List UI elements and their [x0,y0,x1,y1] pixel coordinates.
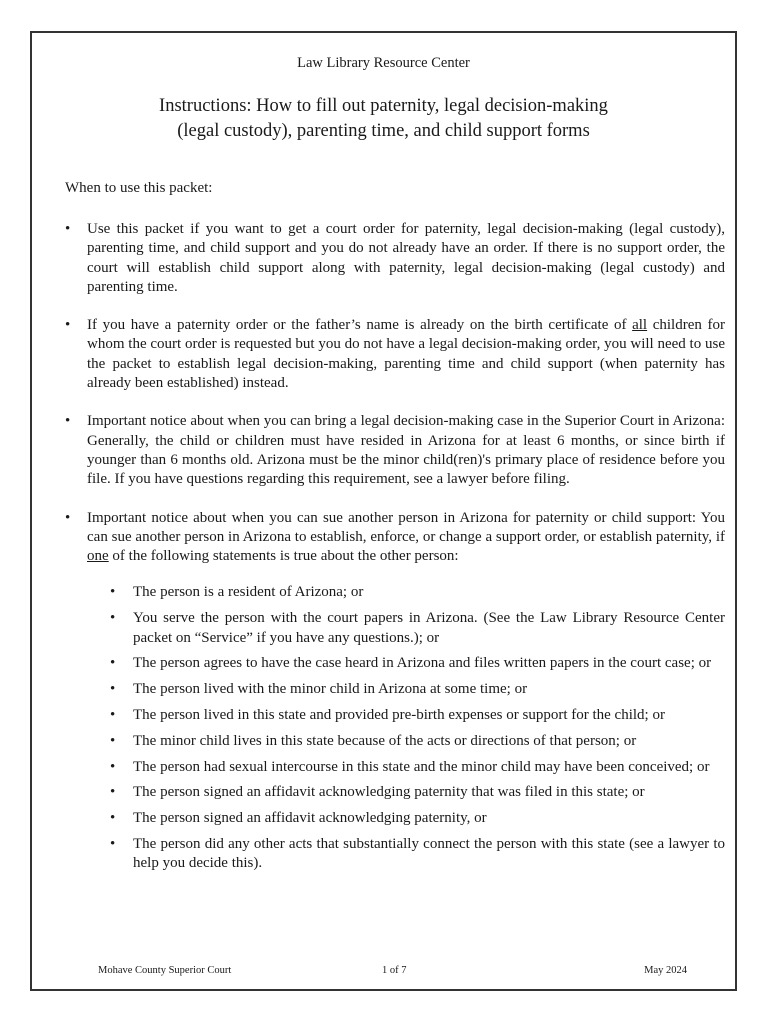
bullet-text: Important notice about when you can bring a legal decision-making case in the Superior Court in Arizona: Generally, the child or children must have resided in Arizona for at least 6 months, or since birth if younger than 6 months old. Arizona must be the minor child(ren)'s primary place of residence before you file. If you have questions regarding this requirement, see a lawyer before filing. [87,413,725,488]
bullet-icon: • [110,584,116,601]
underlined-word: all [632,317,648,334]
sub-bullet-item [110,654,725,673]
sub-bullet-text: The person lived in this state and provided pre-birth expenses or support for the child; or [133,706,665,723]
page-header: Law Library Resource Center [297,55,470,71]
main-bullet-list [65,220,725,874]
intro-text: When to use this packet: [65,180,213,196]
document-page [30,31,737,991]
sub-bullet-item [110,732,725,751]
sub-bullet-item [110,583,725,602]
bullet-icon: • [110,810,116,827]
sub-bullet-text: You serve the person with the court papers in Arizona. (See the Law Library Resource Center packet on “Service” if you have any questions.); or [133,610,725,646]
bullet-item [65,316,725,393]
bullet-text: Use this packet if you want to get a court order for paternity, legal decision-making (legal custody), parenting time, and child support and you do not already have an order. If there is no support order, the court will establish child support along with paternity, legal decision-making (legal custody) and parenting time. [87,221,725,295]
bullet-icon: • [110,655,116,672]
bullet-icon: • [110,732,116,749]
sub-bullet-item [110,783,725,802]
sub-bullet-text: The person did any other acts that substantially connect the person with this state (see a lawyer to help you decide this). [133,835,725,872]
bullet-icon: • [65,413,71,430]
bullet-icon: • [65,317,71,334]
sub-bullet-text: The person had sexual intercourse in this state and the minor child may have been conceived; or [133,758,710,775]
sub-bullet-text: The person agrees to have the case heard in Arizona and files written papers in the court case; or [133,655,712,672]
bullet-icon: • [110,784,116,801]
bullet-icon: • [65,509,71,526]
sub-bullet-item [110,835,725,874]
sub-bullet-text: The minor child lives in this state because of the acts or directions of that person; or [133,732,637,749]
bullet-text [87,317,725,391]
title-line-2: (legal custody), parenting time, and child support forms [177,121,590,141]
bullet-icon: • [110,835,116,852]
footer-page-number: 1 of 7 [382,965,407,976]
page-title [32,94,735,144]
sub-bullet-item [110,809,725,828]
sub-bullet-text: The person lived with the minor child in Arizona at some time; or [133,681,528,698]
page-footer [98,965,687,976]
bullet-text-part: of the following statements is true about the other person: [108,548,459,565]
bullet-icon: • [65,221,71,237]
bullet-list-container [65,220,725,880]
bullet-icon: • [110,706,116,723]
bullet-text-part: Important notice about when you can sue another person in Arizona for paternity or child support: You can sue another person in Arizona to establish, enforce, or change a support order, or establish paternity, if [87,509,725,545]
sub-bullet-item [110,609,725,648]
sub-bullet-text: The person signed an affidavit acknowledging paternity that was filed in this state; or [133,784,645,801]
bullet-text [87,510,725,565]
bullet-item [65,220,725,297]
sub-bullet-item [110,706,725,725]
sub-bullet-item [110,758,725,777]
underlined-word: one [87,548,109,565]
footer-court-name: Mohave County Superior Court [98,965,232,976]
bullet-icon: • [110,758,116,775]
sub-bullet-text: The person signed an affidavit acknowledging paternity, or [133,810,487,827]
bullet-icon: • [110,681,116,698]
bullet-icon: • [110,610,116,627]
bullet-item [65,412,725,489]
bullet-text-part: children for whom the court order is requested but you do not have a legal decision-making order, you will need to use the packet to establish legal decision-making, parenting time and child support (when paternity has already been established) instead. [87,317,725,392]
bullet-text-part: If you have a paternity order or the father’s name is already on the birth certificate of [87,317,633,334]
sub-bullet-item [110,680,725,699]
title-line-1: Instructions: How to fill out paternity, legal decision-making [159,96,608,116]
bullet-item [65,509,725,874]
footer-date: May 2024 [644,965,687,976]
sub-bullet-text: The person is a resident of Arizona; or [133,584,364,601]
sub-bullet-list [87,583,725,873]
